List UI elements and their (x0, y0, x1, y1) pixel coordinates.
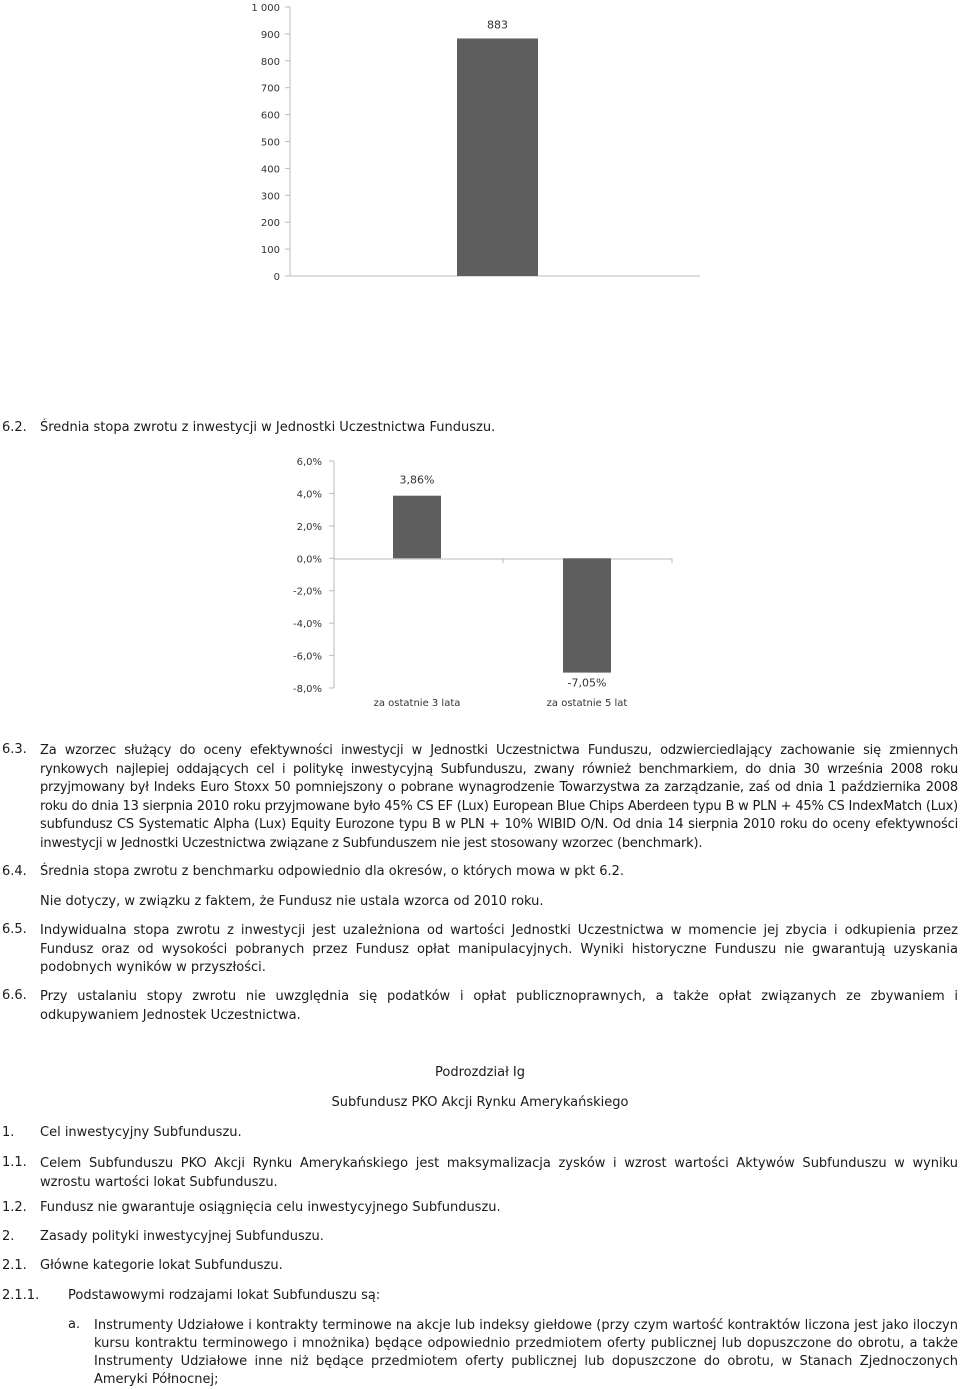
chart-1-tick-label: 200 (260, 218, 280, 230)
section-number: 2.1. (2, 1258, 27, 1273)
section-number: 6.4. (2, 864, 27, 879)
chart-1 (0, 0, 960, 300)
chart-2-bar (563, 558, 611, 672)
chart-2-tick-label: -8,0% (292, 684, 322, 695)
chart-2-tick-label: 0,0% (296, 554, 322, 566)
chart-2-tick-label: 2,0% (296, 521, 322, 533)
subchapter-title: Podrozdział Ig (435, 1065, 525, 1080)
chart-1-tick-label: 1 000 (251, 3, 280, 14)
chart-2-category-label: za ostatnie 5 lat (546, 698, 628, 709)
section-number: 6.3. (2, 742, 27, 757)
chart-2-data-label: 3,86% (399, 473, 435, 487)
chart-1-tick-label: 400 (260, 164, 280, 176)
chart-2-bar (393, 496, 441, 559)
chart-2-tick-label: 6,0% (296, 457, 322, 468)
chart-2-tick-label: 4,0% (296, 489, 322, 501)
section-number: 6.5. (2, 922, 27, 937)
section-text: Celem Subfunduszu PKO Akcji Rynku Amerykańskiego jest maksymalizacja zysków i wzrost wartości Aktywów Subfunduszu w wyniku wzrostu wartości lokat Subfunduszu. (40, 1156, 958, 1190)
chart-1-tick-label: 700 (260, 83, 280, 95)
chart-2-data-label: -7,05% (567, 676, 607, 690)
section-text: Podstawowymi rodzajami lokat Subfunduszu są: (68, 1288, 381, 1303)
chart-1-tick-label: 900 (260, 29, 280, 41)
section-text: Fundusz nie gwarantuje osiągnięcia celu inwestycyjnego Subfunduszu. (40, 1200, 501, 1215)
chart-1-tick-label: 800 (260, 56, 280, 68)
section-text: Przy ustalaniu stopy zwrotu nie uwzględnia się podatków i opłat publicznoprawnych, a także opłat związanych ze zbywaniem i odkupywaniem Jednostek Uczestnictwa. (40, 989, 958, 1023)
chart-1-data-label: 883 (487, 18, 508, 32)
chart-1-tick-label: 0 (273, 272, 280, 283)
section-number: 1.2. (2, 1200, 27, 1215)
chart-1-tick-label: 600 (260, 110, 280, 122)
section-number: 2. (2, 1229, 15, 1244)
section-text: Za wzorzec służący do oceny efektywności inwestycji w Jednostki Uczestnictwa Funduszu, odzwierciedlający zachowanie się zmiennych rynkowych najlepiej oddających cel i politykę inwestycyjną Subfunduszu, zwany również benchmarkiem, do dnia 30 września 2008 roku przyjmowany był Indeks Euro Stoxx 50 pomniejszony o pobrane wynagrodzenie Towarzystwa za zarządzanie, zaś od dnia 1 października 2008 roku do dnia 13 sierpnia 2010 roku przyjmowane było 45% CS EF (Lux) European Blue Chips Aberdeen typu B w PLN + 45% CS IndexMatch (Lux) subfundusz CS Systematic Alpha (Lux) Equity Eurozone typu B w PLN + 10% WIBID O/N. Od dnia 14 sierpnia 2010 roku do oceny efektywności inwestycji w Jednostki Uczestnictwa związane z Subfunduszem nie jest stosowany wzorzec (benchmark). (40, 743, 958, 851)
chart-2 (0, 450, 960, 720)
section-text: Średnia stopa zwrotu z inwestycji w Jednostki Uczestnictwa Funduszu. (40, 420, 496, 435)
chart-1-tick-label: 300 (260, 191, 280, 203)
chart-2-tick-label: -4,0% (292, 619, 322, 631)
section-text: Średnia stopa zwrotu z benchmarku odpowiednio dla okresów, o których mowa w pkt 6.2. (40, 864, 625, 879)
chart-1-bar (457, 38, 538, 276)
section-number: 6.6. (2, 988, 27, 1003)
item-marker: a. (68, 1317, 81, 1332)
chart-1-tick-label: 100 (260, 245, 280, 257)
section-note: Nie dotyczy, w związku z faktem, że Fundusz nie ustala wzorca od 2010 roku. (40, 894, 544, 909)
section-number: 2.1.1. (2, 1288, 40, 1303)
chart-1-tick-label: 500 (260, 137, 280, 149)
subchapter-subtitle: Subfundusz PKO Akcji Rynku Amerykańskiego (331, 1095, 629, 1110)
section-heading: Cel inwestycyjny Subfunduszu. (40, 1125, 242, 1140)
chart-2-tick-label: -6,0% (292, 651, 322, 663)
chart-2-tick-label: -2,0% (292, 586, 322, 598)
section-6-2 (2, 420, 496, 435)
section-number: 6.2. (2, 420, 27, 435)
section-heading: Główne kategorie lokat Subfunduszu. (40, 1258, 283, 1273)
chart-2-category-label: za ostatnie 3 lata (373, 698, 461, 709)
section-text: Indywidualna stopa zwrotu z inwestycji jest uzależniona od wartości Jednostki Uczestnictwa w momencie jej zbycia i odkupienia przez Fundusz oraz od wysokości pobranych przez Fundusz opłat manipulacyjnych. Wyniki historyczne Funduszu nie gwarantują uzyskania podobnych wyników w przyszłości. (40, 923, 958, 975)
section-number: 1. (2, 1125, 15, 1140)
section-number: 1.1. (2, 1155, 27, 1170)
item-text: Instrumenty Udziałowe i kontrakty terminowe na akcje lub indeksy giełdowe (przy czym wartość kontraktów liczona jest jako iloczyn kursu kontraktu terminowego i mnożnika) będące odpowiednio przedmiotem oferty publicznej lub dopuszczone do obrotu, a także Instrumenty Udziałowe inne niż będące przedmiotem oferty publicznej lub dopuszczone do obrotu, w Stanach Zjednoczonych Ameryki Północnej; (94, 1318, 958, 1387)
section-heading: Zasady polityki inwestycyjnej Subfunduszu. (40, 1229, 324, 1244)
